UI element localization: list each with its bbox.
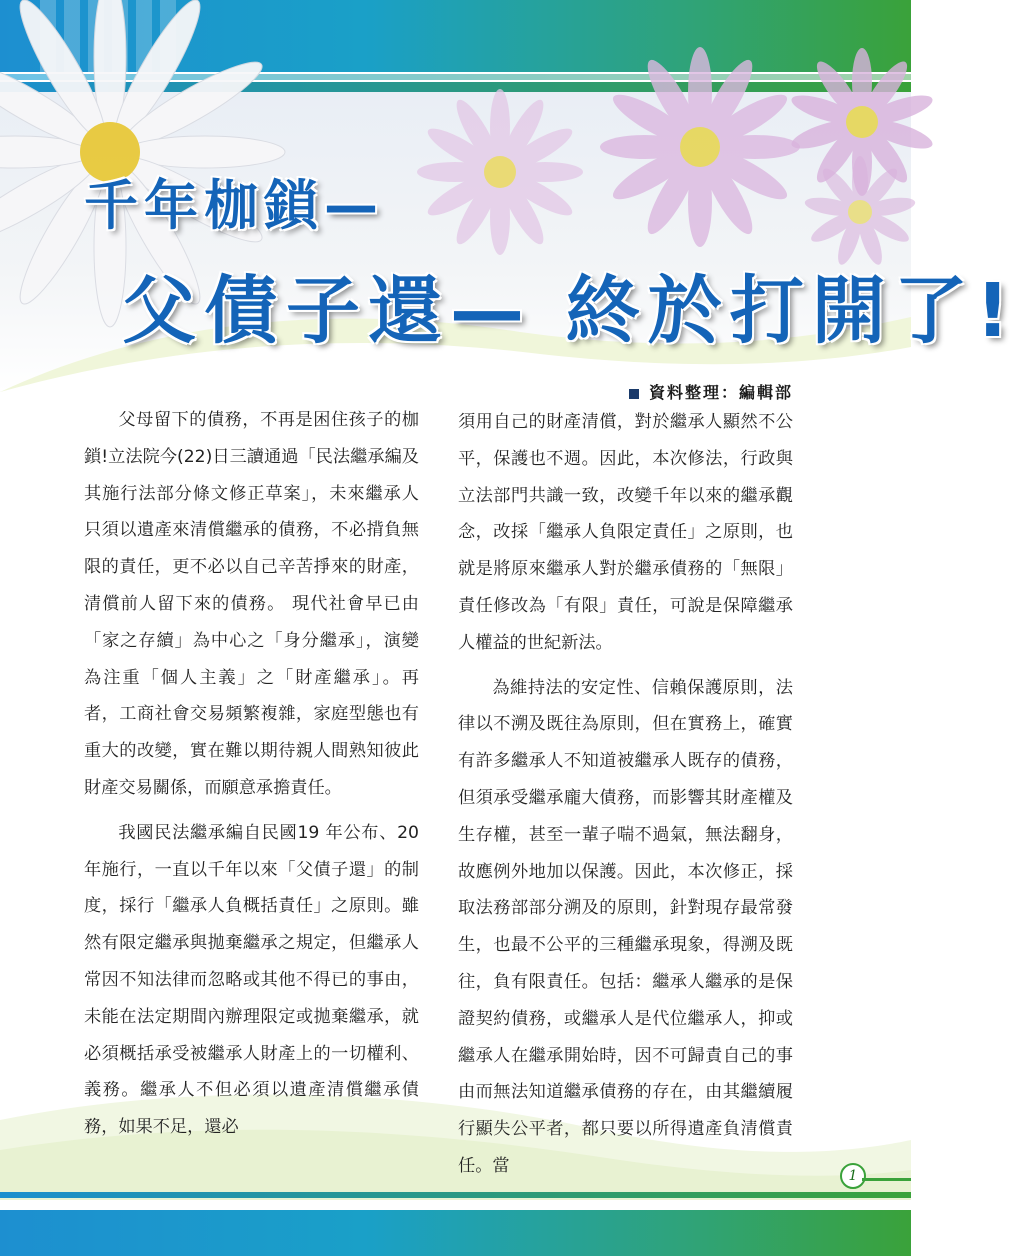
bullet-square-icon (629, 389, 639, 399)
footer-bar (0, 1210, 911, 1256)
byline (629, 380, 793, 403)
page-number-line (862, 1178, 911, 1181)
page-number: 1 (840, 1163, 866, 1189)
paragraph-left-1: 父母留下的債務，不再是困住孩子的枷鎖!立法院今(22)日三讀通過「民法繼承編及其施行法部分條文修正草案」，未來繼承人只須以遺產來清償繼承的債務，不必揹負無限的責任，更不必以自己辛苦掙來的財產，清償前人留下來的債務。 現代社會早已由「家之存續」為中心之「身分繼承」，演變為注重「個人主義」之「財產繼承」。再者，工商社會交易頻繁複雜，家庭型態也有重大的改變，實在難以期待親人間熟知彼此財產交易關係，而願意承擔責任。 (84, 410, 419, 798)
byline-text: 資料整理：編輯部 (648, 383, 793, 402)
article-column-right (458, 404, 793, 1193)
article-column-left (84, 402, 419, 1154)
paragraph-left-2: 我國民法繼承編自民國19 年公布、20 年施行，一直以千年以來「父債子還」的制度，採行「繼承人負概括責任」之原則。雖然有限定繼承與拋棄繼承之規定，但繼承人常因不知法律而忽略或其他不得已的事由，未能在法定期間內辦理限定或拋棄繼承，就必須概括承受被繼承人財產上的一切權利、義務。繼承人不但必須以遺產清償繼承債務，如果不足，還必 (84, 822, 419, 1138)
footer-divider (0, 1192, 911, 1198)
title-line-1: 千年枷鎖— (84, 174, 384, 237)
paragraph-right-1: 須用自己的財產清償，對於繼承人顯然不公平，保護也不週。因此，本次修法，行政與立法部門共識一致，改變千年以來的繼承觀念，改採「繼承人負限定責任」之原則，也就是將原來繼承人對於繼承債務的「無限」責任修改為「有限」責任，可說是保障繼承人權益的世紀新法。 (458, 412, 793, 653)
top-header-bar (0, 0, 911, 72)
paragraph-right-2: 為維持法的安定性、信賴保護原則，法律以不溯及既往為原則，但在實務上，確實有許多繼承人不知道被繼承人既存的債務，但須承受繼承龐大債務，而影響其財產權及生存權，甚至一輩子喘不過氣，無法翻身，故應例外地加以保護。因此，本次修正，採取法務部部分溯及的原則，針對現存最常發生，也最不公平的三種繼承現象，得溯及既往，負有限責任。包括：繼承人繼承的是保證契約債務，或繼承人是代位繼承人，抑或繼承人在繼承開始時，因不可歸責自己的事由而無法知道繼承債務的存在，由其繼續履行顯失公平者，都只要以所得遺產負清償責任。當 (458, 677, 793, 1176)
title-line-2: 父債子還— 終於打開了! (122, 268, 1018, 354)
